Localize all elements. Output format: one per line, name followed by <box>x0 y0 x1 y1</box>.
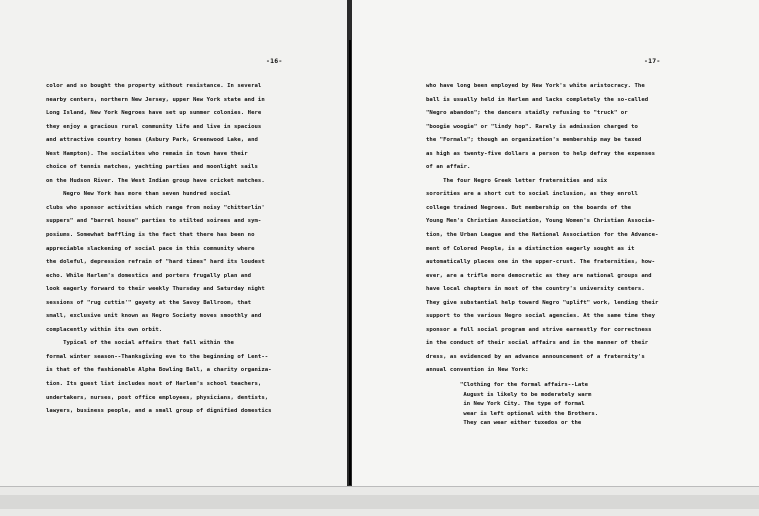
left-body-line: is that of the fashionable Alpha Bowling Ball, a charity organiza- <box>46 367 272 374</box>
gutter-shadow-line <box>349 40 351 485</box>
left-body-line: Typical of the social affairs that fall within the <box>46 340 234 347</box>
right-body-line: the "Formals"; though an organization's membership may be taxed <box>426 137 642 144</box>
left-body-line: they enjoy a gracious rural community life and live in spacious <box>46 123 262 130</box>
right-body-line: of an affair. <box>426 164 471 171</box>
left-body-line: color and so bought the property without resistance. In several <box>46 83 262 89</box>
right-body-line: in the conduct of their social affairs and in the manner of their <box>426 340 649 347</box>
right-body-line: college trained Negroes. But membership on the boards of the <box>426 204 632 211</box>
quote-line: "Clothing for the formal affairs--Late <box>460 382 588 388</box>
quote-line: wear is left optional with the Brothers. <box>460 410 599 417</box>
right-body-line: "boogie woogie" or "lindy hop". Rarely is admission charged to <box>426 123 638 130</box>
left-body-line: Long Island, New York Negroes have set up summer colonies. Here <box>46 110 262 117</box>
right-body-line: annual convention in New York: <box>426 367 529 374</box>
left-body-line: suppers" and "barrel house" parties to stilted soirees and sym- <box>46 218 262 225</box>
left-page-body <box>46 80 272 419</box>
left-body-line: posiums. Somewhat baffling is the fact that there has been no <box>46 232 255 239</box>
right-body-line: ever, are a trifle more democratic as they are national groups and <box>426 272 652 279</box>
left-body-line: sessions of "rug cuttin'" gayety at the Savoy Ballroom, that <box>46 299 252 306</box>
left-body-line: small, exclusive unit known as Negro Society moves smoothly and <box>46 313 262 320</box>
right-body-line: as high as twenty-five dollars a person to help defray the expenses <box>426 150 655 157</box>
right-page-number: -17- <box>644 57 661 65</box>
left-body-line: the doleful, depression refrain of "hard times" hard its loudest <box>46 259 265 266</box>
left-body-line: echo. While Harlem's domestics and porters frugally plan and <box>46 272 252 279</box>
right-page-block-quote <box>460 381 598 429</box>
quote-line: in New York City. The type of formal <box>460 401 585 408</box>
left-page <box>0 0 348 488</box>
left-body-line: and attractive country homes (Asbury Park, Greenwood Lake, and <box>46 137 258 144</box>
right-body-line: tion, the Urban League and the National Association for the Advance- <box>426 232 659 239</box>
right-page-body <box>426 80 658 378</box>
left-body-line: West Hampton). The socialites who remain in town have their <box>46 150 248 157</box>
quote-line: They can wear either tuxedos or the <box>460 420 582 427</box>
left-body-line: on the Hudson River. The West Indian group have cricket matches. <box>46 177 265 184</box>
right-page <box>352 0 759 488</box>
right-body-line: sororities are a short cut to social inclusion, as they enroll <box>426 191 638 198</box>
right-body-line: support to the various Negro social agencies. At the same time they <box>426 313 655 320</box>
left-body-line: lawyers, business people, and a small group of dignified domestics <box>46 408 272 415</box>
quote-line: August is likely to be moderately warm <box>460 391 592 398</box>
right-body-line: who have long been employed by New York's white aristocracy. The <box>426 83 645 89</box>
right-body-line: sponsor a full social program and strive earnestly for correctness <box>426 326 652 333</box>
left-page-number: -16- <box>266 57 283 65</box>
right-body-line: ment of Colored People, is a distinction eagerly sought as it <box>426 245 635 252</box>
left-body-line: choice of tennis matches, yachting parties and moonlight sails <box>46 164 258 171</box>
right-body-line: "Negro abandon"; the dancers staidly refusing to "truck" or <box>426 110 628 117</box>
right-body-line: Young Men's Christian Association, Young Women's Christian Associa- <box>426 218 655 225</box>
right-body-line: The four Negro Greek letter fraternities and six <box>426 177 608 184</box>
left-body-line: Negro New York has more than seven hundred social <box>46 191 231 198</box>
left-body-line: clubs who sponsor activities which range from noisy "chitterlin' <box>46 204 265 211</box>
left-body-line: appreciable slackening of social pace in this community where <box>46 245 255 252</box>
left-body-line: formal winter season--Thanksgiving eve to the beginning of Lent-- <box>46 353 269 360</box>
left-body-line: look eagerly forward to their weekly Thursday and Saturday night <box>46 286 265 293</box>
right-body-line: They give substantial help toward Negro "uplift" work, lending their <box>426 299 659 306</box>
right-body-line: ball is usually held in Harlem and lacks completely the so-called <box>426 96 649 103</box>
left-body-line: complacently within its own orbit. <box>46 326 163 333</box>
left-body-line: undertakers, nurses, post office employees, physicians, dentists, <box>46 394 269 401</box>
left-body-line: nearby centers, northern New Jersey, upper New York state and in <box>46 96 265 103</box>
right-body-line: automatically places one in the upper-crust. The fraternities, how- <box>426 259 655 266</box>
scan-bottom-edge <box>0 486 759 516</box>
left-body-line: tion. Its guest list includes most of Harlem's school teachers, <box>46 381 262 388</box>
right-body-line: dress, as evidenced by an advance announcement of a fraternity's <box>426 353 645 360</box>
right-body-line: have local chapters in most of the country's university centers. <box>426 286 645 293</box>
